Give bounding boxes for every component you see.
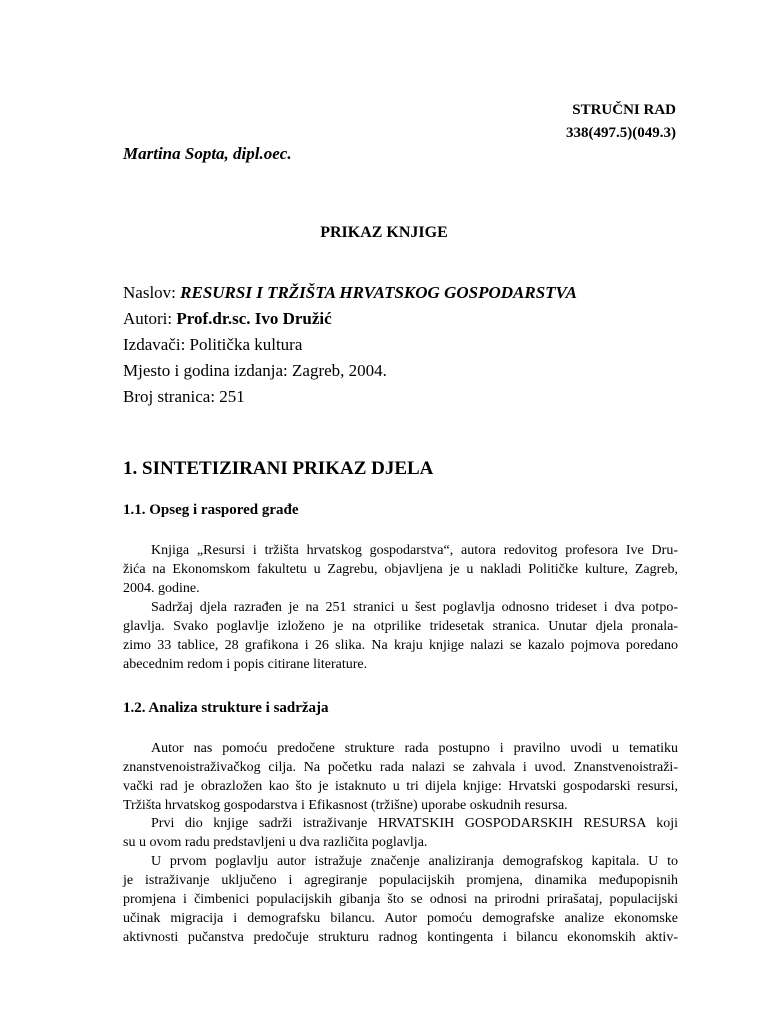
meta-broj: Broj stranica: 251 xyxy=(123,387,245,406)
paragraph-1-2-c: U prvom poglavlju autor istražuje značenje analiziranja demografskog kapitala. U to je istraživanje uključeno i agregiranje populacijskih promjena, dinamika međupopisnih promjena i čimbenici populacijskih gibanja što se odnosi na prirodni prirašataj, populacijski učinak migracija i demografsku bilancu. Autor pomoću demografske analize ekonomske aktivnosti pučanstva predočuje strukturu radnog kontingenta i bilancu ekonomskih aktiv- xyxy=(123,854,678,945)
paragraph-1-2-b: Prvi dio knjige sadrži istraživanje HRVATSKIH GOSPODARSKIH RESURSA koji su u ovom radu predstavljeni u dva različita poglavlja. xyxy=(123,816,678,850)
subsection-heading-1-1: 1.1. Opseg i raspored građe xyxy=(123,502,299,518)
book-metadata xyxy=(123,280,577,410)
meta-mjesto: Mjesto i godina izdanja: Zagreb, 2004. xyxy=(123,361,387,380)
meta-autori: Autori: Prof.dr.sc. Ivo Družić xyxy=(123,309,332,328)
subsection-heading-1-2: 1.2. Analiza strukture i sadržaja xyxy=(123,700,329,716)
meta-izdavaci: Izdavači: Politička kultura xyxy=(123,335,303,354)
author-name: Martina Sopta, dipl.oec. xyxy=(123,144,292,163)
paragraph-1-1-a: Knjiga „Resursi i tržišta hrvatskog gospodarstva“, autora redovitog profesora Ive Dru- žića na Ekonomskom fakultetu u Zagrebu, objavljena je u nakladi Političke kulture, Zagreb, 2004. godine. xyxy=(123,543,678,596)
paragraph-1-1-b: Sadržaj djela razrađen je na 251 stranici u šest poglavlja odnosno trideset i dva potpo- glavlja. Svako poglavlje izloženo je na otprilike tridesetak stranica. Unutar djela pronala- zimo 33 tablice, 28 grafikona i 26 slika. Na kraju knjige nalazi se kazalo pojmova poredano abecednim redom i popis citirane literature. xyxy=(123,600,678,672)
udc-code: 338(497.5)(049.3) xyxy=(566,125,676,141)
meta-naslov: Naslov: RESURSI I TRŽIŠTA HRVATSKOG GOSPODARSTVA xyxy=(123,283,577,302)
document-title: PRIKAZ KNJIGE xyxy=(320,224,448,241)
paragraph-1-2-a: Autor nas pomoću predočene strukture rada postupno i pravilno uvodi u tematiku znanstvenoistraživačkog cilja. Na početku rada nalazi se zahvala i uvod. Znanstvenoistraži- vački rad je obrazložen kao što je istaknuto u tri dijela knjige: Hrvatski gospodarski resursi, Tržišta hrvatskog gospodarstva i Efikasnost (tržišne) uporabe oskudnih resursa. xyxy=(123,741,678,813)
paper-type: STRUČNI RAD xyxy=(572,102,676,118)
section-heading: 1. SINTETIZIRANI PRIKAZ DJELA xyxy=(123,458,434,479)
